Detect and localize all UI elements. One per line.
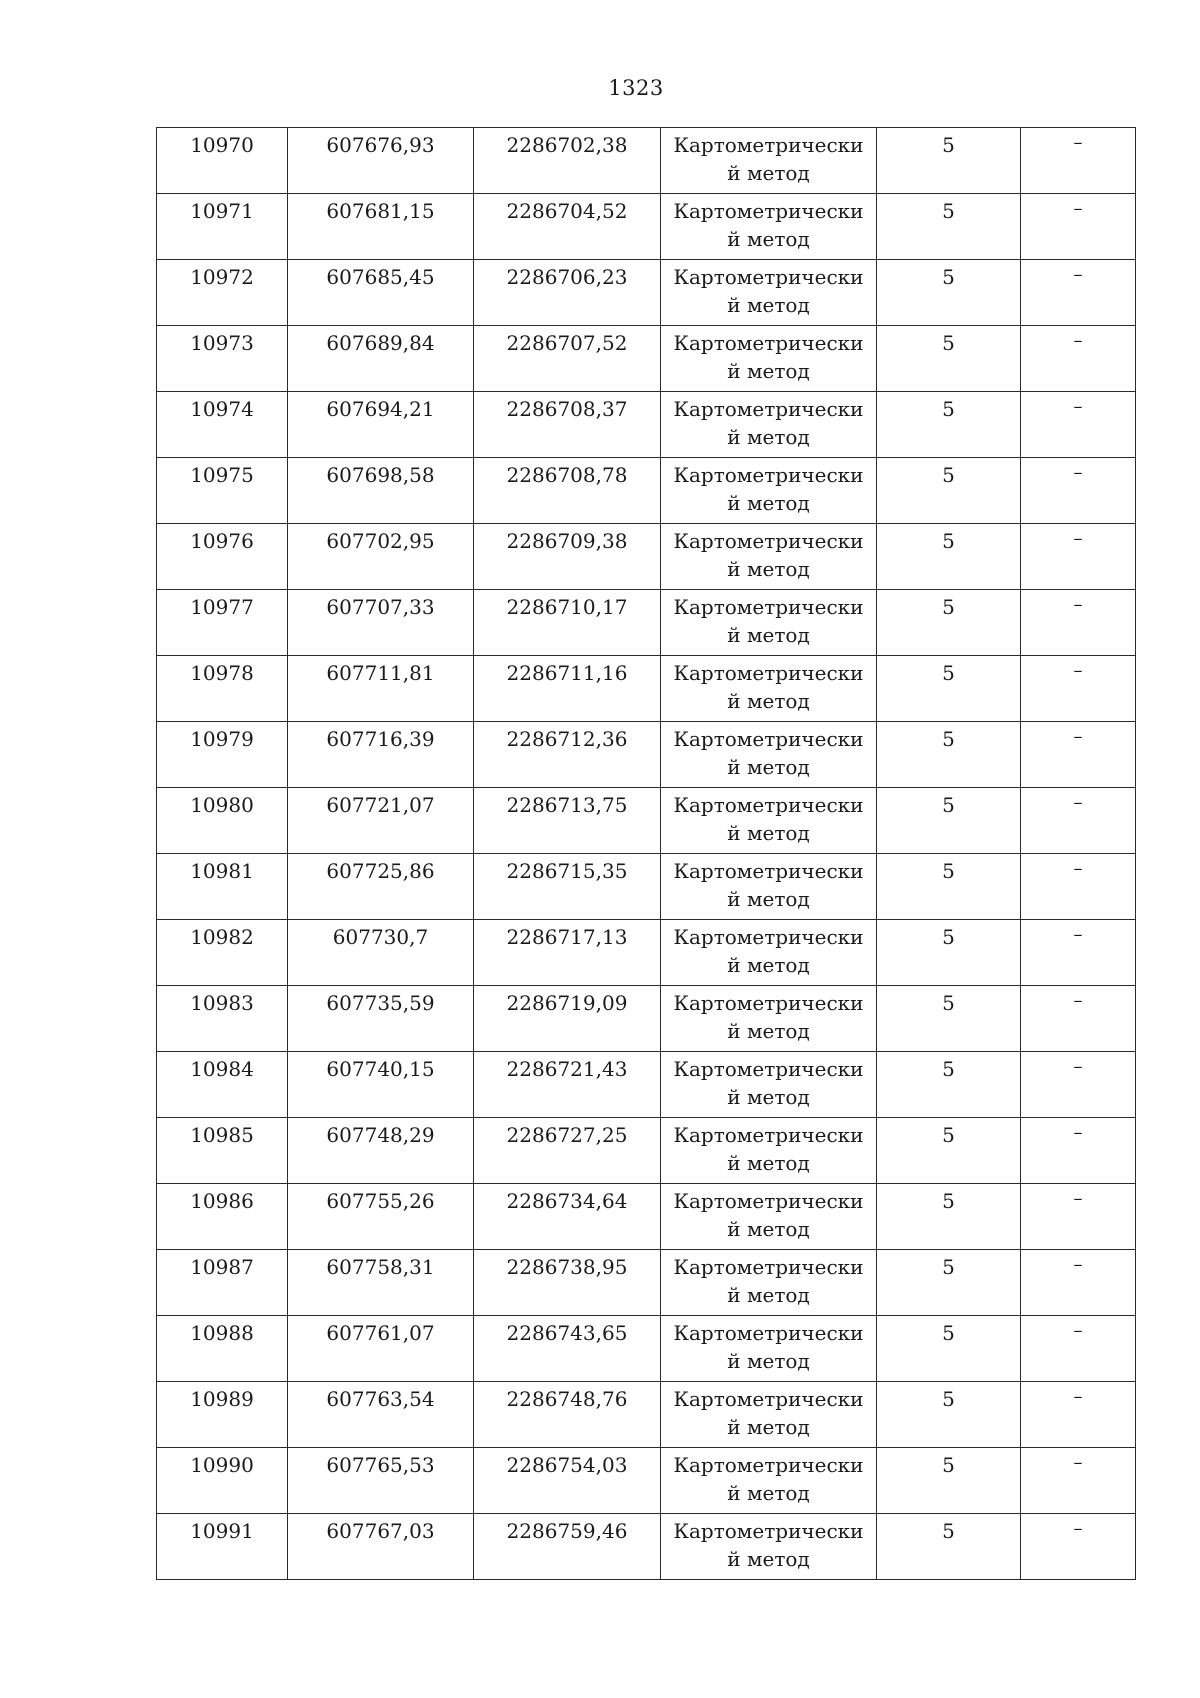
- accuracy-cell: 5: [877, 392, 1021, 458]
- x-coordinate-cell: 607711,81: [288, 656, 474, 722]
- x-coordinate-cell: 607767,03: [288, 1514, 474, 1580]
- accuracy-cell: 5: [877, 128, 1021, 194]
- method-cell: [661, 1052, 877, 1118]
- method-line-1: Картометрически: [673, 1519, 864, 1543]
- x-coordinate-cell: 607758,31: [288, 1250, 474, 1316]
- point-number-cell: 10987: [157, 1250, 288, 1316]
- point-number-cell: 10988: [157, 1316, 288, 1382]
- method-line-2: й метод: [727, 1415, 810, 1439]
- y-coordinate-cell: 2286709,38: [474, 524, 661, 590]
- note-cell: –: [1021, 326, 1136, 392]
- note-cell: –: [1021, 128, 1136, 194]
- note-cell: –: [1021, 524, 1136, 590]
- method-cell: [661, 656, 877, 722]
- table-row: [157, 788, 1136, 854]
- method-line-1: Картометрически: [673, 529, 864, 553]
- accuracy-cell: 5: [877, 1382, 1021, 1448]
- note-cell: –: [1021, 260, 1136, 326]
- method-cell: [661, 326, 877, 392]
- method-line-1: Картометрически: [673, 331, 864, 355]
- method-line-2: й метод: [727, 887, 810, 911]
- note-cell: –: [1021, 458, 1136, 524]
- y-coordinate-cell: 2286712,36: [474, 722, 661, 788]
- note-cell: –: [1021, 986, 1136, 1052]
- coordinates-table: [156, 127, 1136, 1580]
- x-coordinate-cell: 607763,54: [288, 1382, 474, 1448]
- accuracy-cell: 5: [877, 326, 1021, 392]
- y-coordinate-cell: 2286759,46: [474, 1514, 661, 1580]
- note-cell: –: [1021, 194, 1136, 260]
- accuracy-cell: 5: [877, 1448, 1021, 1514]
- note-cell: –: [1021, 1382, 1136, 1448]
- table-row: [157, 722, 1136, 788]
- y-coordinate-cell: 2286721,43: [474, 1052, 661, 1118]
- method-cell: [661, 524, 877, 590]
- point-number-cell: 10983: [157, 986, 288, 1052]
- method-cell: [661, 1184, 877, 1250]
- table-row: [157, 854, 1136, 920]
- point-number-cell: 10970: [157, 128, 288, 194]
- method-line-2: й метод: [727, 755, 810, 779]
- method-cell: [661, 986, 877, 1052]
- accuracy-cell: 5: [877, 194, 1021, 260]
- table-row: [157, 1184, 1136, 1250]
- method-line-2: й метод: [727, 293, 810, 317]
- y-coordinate-cell: 2286702,38: [474, 128, 661, 194]
- method-cell: [661, 128, 877, 194]
- method-line-1: Картометрически: [673, 265, 864, 289]
- point-number-cell: 10978: [157, 656, 288, 722]
- x-coordinate-cell: 607681,15: [288, 194, 474, 260]
- accuracy-cell: 5: [877, 920, 1021, 986]
- x-coordinate-cell: 607694,21: [288, 392, 474, 458]
- method-line-1: Картометрически: [673, 1123, 864, 1147]
- accuracy-cell: 5: [877, 260, 1021, 326]
- method-line-1: Картометрически: [673, 991, 864, 1015]
- note-cell: –: [1021, 1448, 1136, 1514]
- table-row: [157, 128, 1136, 194]
- method-cell: [661, 392, 877, 458]
- x-coordinate-cell: 607685,45: [288, 260, 474, 326]
- note-cell: –: [1021, 1052, 1136, 1118]
- method-line-1: Картометрически: [673, 661, 864, 685]
- method-line-2: й метод: [727, 1151, 810, 1175]
- y-coordinate-cell: 2286706,23: [474, 260, 661, 326]
- method-line-2: й метод: [727, 227, 810, 251]
- y-coordinate-cell: 2286710,17: [474, 590, 661, 656]
- table-row: [157, 1250, 1136, 1316]
- point-number-cell: 10980: [157, 788, 288, 854]
- method-cell: [661, 458, 877, 524]
- method-line-1: Картометрически: [673, 925, 864, 949]
- method-cell: [661, 1514, 877, 1580]
- method-line-2: й метод: [727, 1481, 810, 1505]
- method-line-1: Картометрически: [673, 1189, 864, 1213]
- method-line-2: й метод: [727, 953, 810, 977]
- note-cell: –: [1021, 854, 1136, 920]
- method-line-1: Картометрически: [673, 595, 864, 619]
- y-coordinate-cell: 2286727,25: [474, 1118, 661, 1184]
- method-line-1: Картометрически: [673, 1321, 864, 1345]
- table-row: [157, 1382, 1136, 1448]
- method-line-1: Картометрически: [673, 1057, 864, 1081]
- method-line-2: й метод: [727, 821, 810, 845]
- method-line-2: й метод: [727, 1217, 810, 1241]
- method-line-2: й метод: [727, 623, 810, 647]
- method-cell: [661, 1250, 877, 1316]
- point-number-cell: 10981: [157, 854, 288, 920]
- method-line-2: й метод: [727, 1085, 810, 1109]
- method-line-1: Картометрически: [673, 1387, 864, 1411]
- method-cell: [661, 590, 877, 656]
- accuracy-cell: 5: [877, 722, 1021, 788]
- x-coordinate-cell: 607735,59: [288, 986, 474, 1052]
- point-number-cell: 10976: [157, 524, 288, 590]
- x-coordinate-cell: 607725,86: [288, 854, 474, 920]
- note-cell: –: [1021, 656, 1136, 722]
- method-cell: [661, 854, 877, 920]
- note-cell: –: [1021, 1514, 1136, 1580]
- method-cell: [661, 920, 877, 986]
- note-cell: –: [1021, 788, 1136, 854]
- note-cell: –: [1021, 1184, 1136, 1250]
- note-cell: –: [1021, 1316, 1136, 1382]
- method-line-1: Картометрически: [673, 859, 864, 883]
- method-line-2: й метод: [727, 1019, 810, 1043]
- table-row: [157, 392, 1136, 458]
- x-coordinate-cell: 607707,33: [288, 590, 474, 656]
- accuracy-cell: 5: [877, 1052, 1021, 1118]
- x-coordinate-cell: 607721,07: [288, 788, 474, 854]
- note-cell: –: [1021, 1118, 1136, 1184]
- y-coordinate-cell: 2286708,37: [474, 392, 661, 458]
- method-line-1: Картометрически: [673, 793, 864, 817]
- accuracy-cell: 5: [877, 1184, 1021, 1250]
- x-coordinate-cell: 607702,95: [288, 524, 474, 590]
- method-cell: [661, 194, 877, 260]
- accuracy-cell: 5: [877, 590, 1021, 656]
- method-line-1: Картометрически: [673, 133, 864, 157]
- method-line-1: Картометрически: [673, 1255, 864, 1279]
- table-row: [157, 524, 1136, 590]
- method-line-2: й метод: [727, 557, 810, 581]
- accuracy-cell: 5: [877, 458, 1021, 524]
- method-line-1: Картометрически: [673, 727, 864, 751]
- method-line-2: й метод: [727, 1283, 810, 1307]
- note-cell: –: [1021, 1250, 1136, 1316]
- note-cell: –: [1021, 590, 1136, 656]
- method-line-2: й метод: [727, 689, 810, 713]
- point-number-cell: 10982: [157, 920, 288, 986]
- method-line-2: й метод: [727, 425, 810, 449]
- x-coordinate-cell: 607689,84: [288, 326, 474, 392]
- accuracy-cell: 5: [877, 1118, 1021, 1184]
- x-coordinate-cell: 607716,39: [288, 722, 474, 788]
- table-row: [157, 260, 1136, 326]
- accuracy-cell: 5: [877, 986, 1021, 1052]
- y-coordinate-cell: 2286713,75: [474, 788, 661, 854]
- method-line-2: й метод: [727, 359, 810, 383]
- point-number-cell: 10991: [157, 1514, 288, 1580]
- note-cell: –: [1021, 722, 1136, 788]
- method-line-2: й метод: [727, 491, 810, 515]
- y-coordinate-cell: 2286704,52: [474, 194, 661, 260]
- table-row: [157, 326, 1136, 392]
- accuracy-cell: 5: [877, 524, 1021, 590]
- point-number-cell: 10986: [157, 1184, 288, 1250]
- accuracy-cell: 5: [877, 788, 1021, 854]
- method-line-1: Картометрически: [673, 397, 864, 421]
- y-coordinate-cell: 2286711,16: [474, 656, 661, 722]
- accuracy-cell: 5: [877, 1250, 1021, 1316]
- y-coordinate-cell: 2286719,09: [474, 986, 661, 1052]
- accuracy-cell: 5: [877, 656, 1021, 722]
- point-number-cell: 10990: [157, 1448, 288, 1514]
- accuracy-cell: 5: [877, 1316, 1021, 1382]
- method-line-2: й метод: [727, 1349, 810, 1373]
- method-cell: [661, 1382, 877, 1448]
- table-row: [157, 920, 1136, 986]
- point-number-cell: 10989: [157, 1382, 288, 1448]
- point-number-cell: 10979: [157, 722, 288, 788]
- method-cell: [661, 1316, 877, 1382]
- y-coordinate-cell: 2286707,52: [474, 326, 661, 392]
- page-number: 1323: [608, 76, 664, 100]
- point-number-cell: 10972: [157, 260, 288, 326]
- point-number-cell: 10984: [157, 1052, 288, 1118]
- method-line-1: Картометрически: [673, 463, 864, 487]
- x-coordinate-cell: 607698,58: [288, 458, 474, 524]
- table-row: [157, 194, 1136, 260]
- method-line-2: й метод: [727, 1547, 810, 1571]
- x-coordinate-cell: 607740,15: [288, 1052, 474, 1118]
- table-row: [157, 1118, 1136, 1184]
- table-body: [157, 128, 1136, 1580]
- x-coordinate-cell: 607730,7: [288, 920, 474, 986]
- table-row: [157, 1448, 1136, 1514]
- point-number-cell: 10974: [157, 392, 288, 458]
- x-coordinate-cell: 607755,26: [288, 1184, 474, 1250]
- table-row: [157, 986, 1136, 1052]
- point-number-cell: 10975: [157, 458, 288, 524]
- accuracy-cell: 5: [877, 854, 1021, 920]
- y-coordinate-cell: 2286738,95: [474, 1250, 661, 1316]
- accuracy-cell: 5: [877, 1514, 1021, 1580]
- y-coordinate-cell: 2286734,64: [474, 1184, 661, 1250]
- y-coordinate-cell: 2286743,65: [474, 1316, 661, 1382]
- point-number-cell: 10977: [157, 590, 288, 656]
- table-row: [157, 1316, 1136, 1382]
- x-coordinate-cell: 607765,53: [288, 1448, 474, 1514]
- point-number-cell: 10971: [157, 194, 288, 260]
- y-coordinate-cell: 2286717,13: [474, 920, 661, 986]
- y-coordinate-cell: 2286754,03: [474, 1448, 661, 1514]
- method-cell: [661, 1448, 877, 1514]
- table-row: [157, 1514, 1136, 1580]
- note-cell: –: [1021, 920, 1136, 986]
- coordinates-table-container: [156, 127, 1135, 1580]
- method-line-2: й метод: [727, 161, 810, 185]
- method-cell: [661, 788, 877, 854]
- method-line-1: Картометрически: [673, 199, 864, 223]
- table-row: [157, 590, 1136, 656]
- y-coordinate-cell: 2286748,76: [474, 1382, 661, 1448]
- method-cell: [661, 260, 877, 326]
- table-row: [157, 656, 1136, 722]
- method-line-1: Картометрически: [673, 1453, 864, 1477]
- table-row: [157, 1052, 1136, 1118]
- table-row: [157, 458, 1136, 524]
- y-coordinate-cell: 2286715,35: [474, 854, 661, 920]
- note-cell: –: [1021, 392, 1136, 458]
- method-cell: [661, 1118, 877, 1184]
- point-number-cell: 10973: [157, 326, 288, 392]
- y-coordinate-cell: 2286708,78: [474, 458, 661, 524]
- method-cell: [661, 722, 877, 788]
- point-number-cell: 10985: [157, 1118, 288, 1184]
- x-coordinate-cell: 607748,29: [288, 1118, 474, 1184]
- x-coordinate-cell: 607761,07: [288, 1316, 474, 1382]
- x-coordinate-cell: 607676,93: [288, 128, 474, 194]
